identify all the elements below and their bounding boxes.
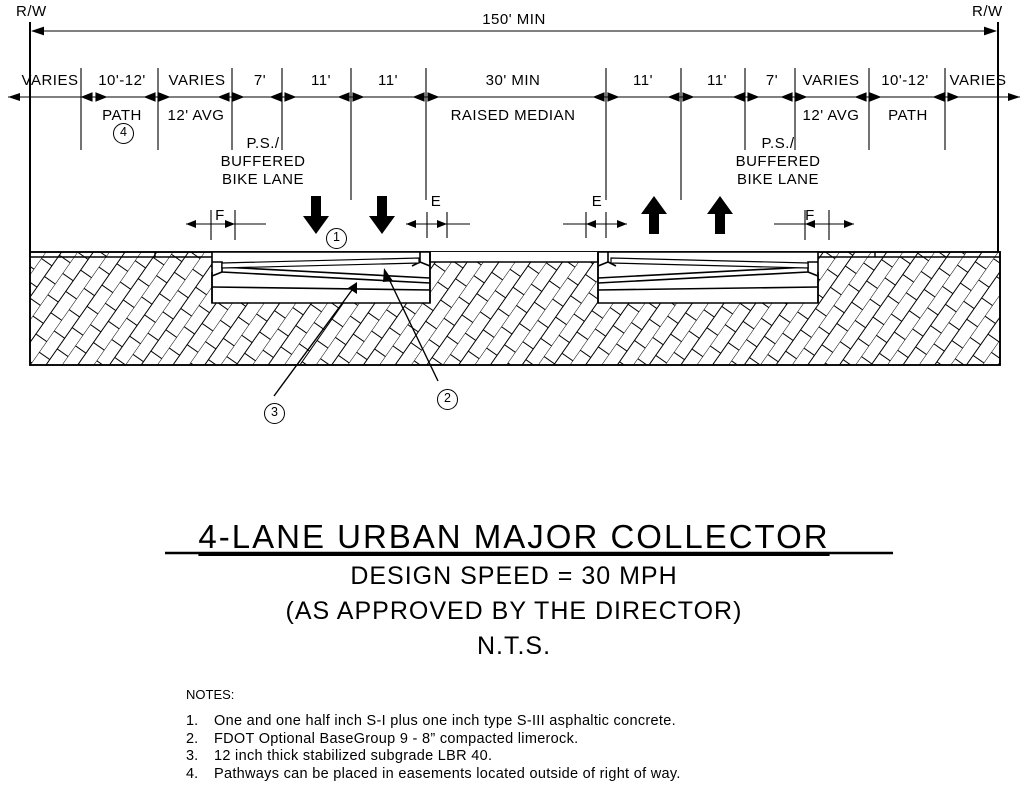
detail-mark-e-left: E bbox=[430, 193, 442, 210]
drawing-subtitle-design-speed: DESIGN SPEED = 30 MPH bbox=[350, 562, 678, 590]
dim-path-width-left: 10'-12' bbox=[98, 72, 146, 89]
bike-lane-right-line2: BUFFERED bbox=[735, 153, 821, 170]
detail-mark-e-right: E bbox=[591, 193, 603, 210]
bike-lane-left-line2: BUFFERED bbox=[220, 153, 306, 170]
note-text: 12 inch thick stabilized subgrade LBR 40. bbox=[214, 748, 493, 764]
callout-marker-3: 3 bbox=[264, 403, 285, 424]
callout-marker-2: 2 bbox=[437, 389, 458, 410]
note-number: 4. bbox=[186, 765, 199, 782]
dim-lane-right-outer: 11' bbox=[707, 72, 727, 89]
dim-varies-left-outer: VARIES bbox=[21, 72, 79, 89]
dim-lane-right-inner: 11' bbox=[633, 72, 653, 89]
notes-heading: NOTES: bbox=[186, 687, 235, 702]
label-path-right: PATH bbox=[888, 107, 928, 124]
detail-mark-f-right: F bbox=[805, 207, 815, 224]
row-label-left: R/W bbox=[16, 3, 47, 20]
note-text: Pathways can be placed in easements located outside of right of way. bbox=[214, 765, 681, 782]
note-number: 1. bbox=[186, 713, 199, 729]
dim-varies-right-inner: VARIES bbox=[802, 72, 860, 89]
detail-mark-f-left: F bbox=[215, 207, 225, 224]
bike-lane-right-line1: P.S./ bbox=[761, 135, 795, 152]
dim-lane-left-inner: 11' bbox=[378, 72, 398, 89]
note-item bbox=[186, 749, 681, 764]
dim-varies-right-outer: VARIES bbox=[949, 72, 1007, 89]
notes-block bbox=[186, 688, 681, 784]
callout-marker-1: 1 bbox=[326, 228, 347, 249]
dim-shoulder-left: 7' bbox=[253, 72, 267, 89]
label-avg-right: 12' AVG bbox=[802, 107, 860, 124]
dim-median: 30' MIN bbox=[485, 72, 541, 89]
note-item bbox=[186, 732, 681, 747]
row-label-right: R/W bbox=[972, 3, 1003, 20]
dim-path-width-right: 10'-12' bbox=[881, 72, 929, 89]
dim-shoulder-right: 7' bbox=[765, 72, 779, 89]
note-number: 3. bbox=[186, 748, 199, 764]
bike-lane-left-line3: BIKE LANE bbox=[221, 171, 305, 188]
overall-dimension-label: 150' MIN bbox=[482, 11, 546, 28]
dim-varies-left-inner: VARIES bbox=[168, 72, 226, 89]
label-path-left: PATH bbox=[102, 107, 142, 124]
note-text: FDOT Optional BaseGroup 9 - 8” compacted limerock. bbox=[214, 730, 579, 747]
drawing-title: 4-LANE URBAN MAJOR COLLECTOR bbox=[198, 518, 830, 555]
note-item bbox=[186, 767, 681, 782]
note-number: 2. bbox=[186, 730, 199, 747]
drawing-subtitle-approval: (AS APPROVED BY THE DIRECTOR) bbox=[285, 597, 743, 625]
label-raised-median: RAISED MEDIAN bbox=[450, 107, 576, 124]
bike-lane-left-line1: P.S./ bbox=[246, 135, 280, 152]
callout-marker-4: 4 bbox=[113, 123, 134, 144]
note-item bbox=[186, 714, 681, 729]
drawing-subtitle-nts: N.T.S. bbox=[476, 632, 552, 660]
bike-lane-right-line3: BIKE LANE bbox=[736, 171, 820, 188]
label-avg-left: 12' AVG bbox=[167, 107, 225, 124]
note-text: One and one half inch S-I plus one inch type S-III asphaltic concrete. bbox=[214, 713, 676, 729]
dim-lane-left-outer: 11' bbox=[311, 72, 331, 89]
